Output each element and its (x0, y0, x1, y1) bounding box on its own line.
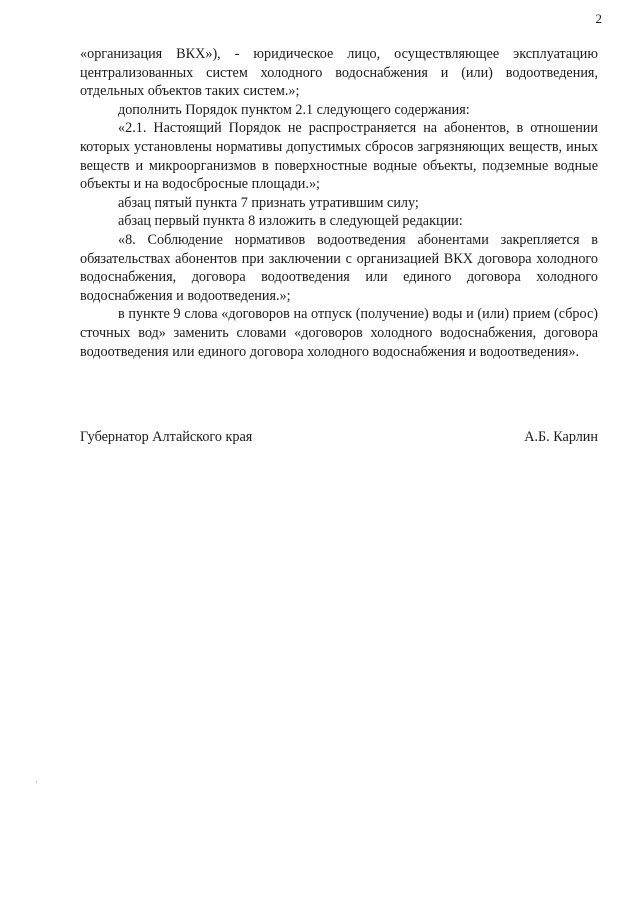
paragraph-clause-8-intro: абзац первый пункта 8 изложить в следующей редакции: (118, 213, 463, 230)
signatory-position: Губернатор Алтайского края (80, 429, 253, 445)
document-body (80, 45, 598, 361)
paragraph-clause-8: «8. Соблюдение нормативов водоотведения абонентами закрепляется в обязательствах абонентов при заключении с организацией ВКХ договора холодного водоснабжения, договора водоотведения или единого договора холодного водоснабжения и водоотведения.»; (80, 231, 598, 304)
paragraph-clause-7: абзац пятый пункта 7 признать утратившим силу; (118, 194, 419, 211)
paragraph-definition: «организация ВКХ»), - юридическое лицо, осуществляющее эксплуатацию централизованных систем холодного водоснабжения и (или) водоотведения, отдельных объектов таких систем.»; (80, 46, 598, 100)
paragraph-clause-9: в пункте 9 слова «договоров на отпуск (получение) воды и (или) прием (сброс) сточных вод» заменить словами «договоров холодного водоснабжения, договора водоотведения или единого договора холодного водоснабжения и водоотведения». (80, 306, 598, 360)
signatory-name: А.Б. Карлин (524, 429, 598, 445)
scan-speck (36, 781, 37, 783)
page-number: 2 (595, 11, 602, 26)
paragraph-clause-2-1: «2.1. Настоящий Порядок не распространяется на абонентов, в отношении которых установлены нормативы допустимых сбросов загрязняющих веществ, иных веществ и микроорганизмов в поверхностные водные объекты, подземные водные объекты и на водосбросные площади.»; (80, 120, 598, 193)
signature-block (80, 428, 598, 447)
paragraph-add-clause: дополнить Порядок пунктом 2.1 следующего содержания: (118, 101, 470, 118)
